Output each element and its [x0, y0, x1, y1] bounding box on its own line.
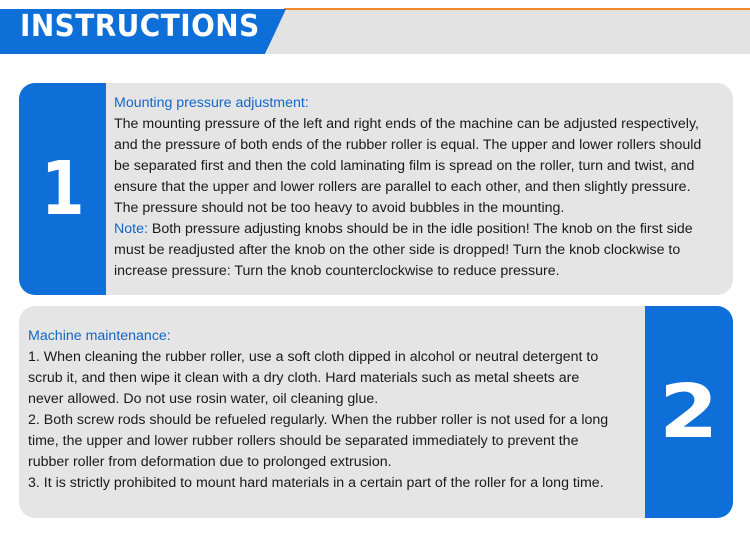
body-line: never allowed. Do not use rosin water, oil cleaning glue.	[28, 391, 379, 407]
note-text: Both pressure adjusting knobs should be in the idle position! The knob on the first side	[147, 221, 693, 237]
body-line: rubber roller from deformation due to prolonged extrusion.	[28, 454, 392, 470]
body-line: 2. Both screw rods should be refueled regularly. When the rubber roller is not used for a long	[28, 412, 609, 428]
note-label: Note:	[114, 221, 148, 237]
body-line: time, the upper and lower rubber rollers should be separated immediately to prevent the	[28, 433, 579, 449]
page-title: INSTRUCTIONS	[20, 9, 260, 44]
step-number-box-2	[645, 306, 733, 518]
body-line: scrub it, and then wipe it clean with a dry cloth. Hard materials such as metal sheets are	[28, 370, 580, 386]
body-line: be separated first and then the cold laminating film is spread on the roller, turn and twist, and	[114, 158, 695, 174]
body-line: 3. It is strictly prohibited to mount hard materials in a certain part of the roller for a long time.	[28, 475, 604, 491]
body-line: and the pressure of both ends of the rubber roller is equal. The upper and lower rollers should	[114, 137, 702, 153]
instruction-card-2	[19, 306, 733, 518]
step-number-box-1	[19, 83, 106, 295]
instruction-text-2	[28, 326, 638, 494]
section-heading-2: Machine maintenance:	[28, 328, 171, 344]
section-heading-1: Mounting pressure adjustment:	[114, 95, 309, 111]
body-line: must be readjusted after the knob on the other side is dropped! Turn the knob clockwise to	[114, 242, 681, 258]
header-gray-band	[266, 9, 750, 54]
instruction-text-1	[114, 93, 729, 282]
body-line: increase pressure: Turn the knob counterclockwise to reduce pressure.	[114, 263, 560, 279]
step-number-1: 1	[40, 146, 85, 232]
note-line	[114, 219, 729, 240]
body-line: ensure that the upper and lower rollers are parallel to each other, and then slightly pressure.	[114, 179, 691, 195]
instruction-card-1	[19, 83, 733, 295]
body-line: The pressure should not be too heavy to avoid bubbles in the mounting.	[114, 200, 565, 216]
step-number-2: 2	[659, 369, 719, 455]
header-banner	[0, 0, 750, 54]
body-line: 1. When cleaning the rubber roller, use a soft cloth dipped in alcohol or neutral detergent to	[28, 349, 599, 365]
body-line: The mounting pressure of the left and right ends of the machine can be adjusted respectively,	[114, 116, 699, 132]
